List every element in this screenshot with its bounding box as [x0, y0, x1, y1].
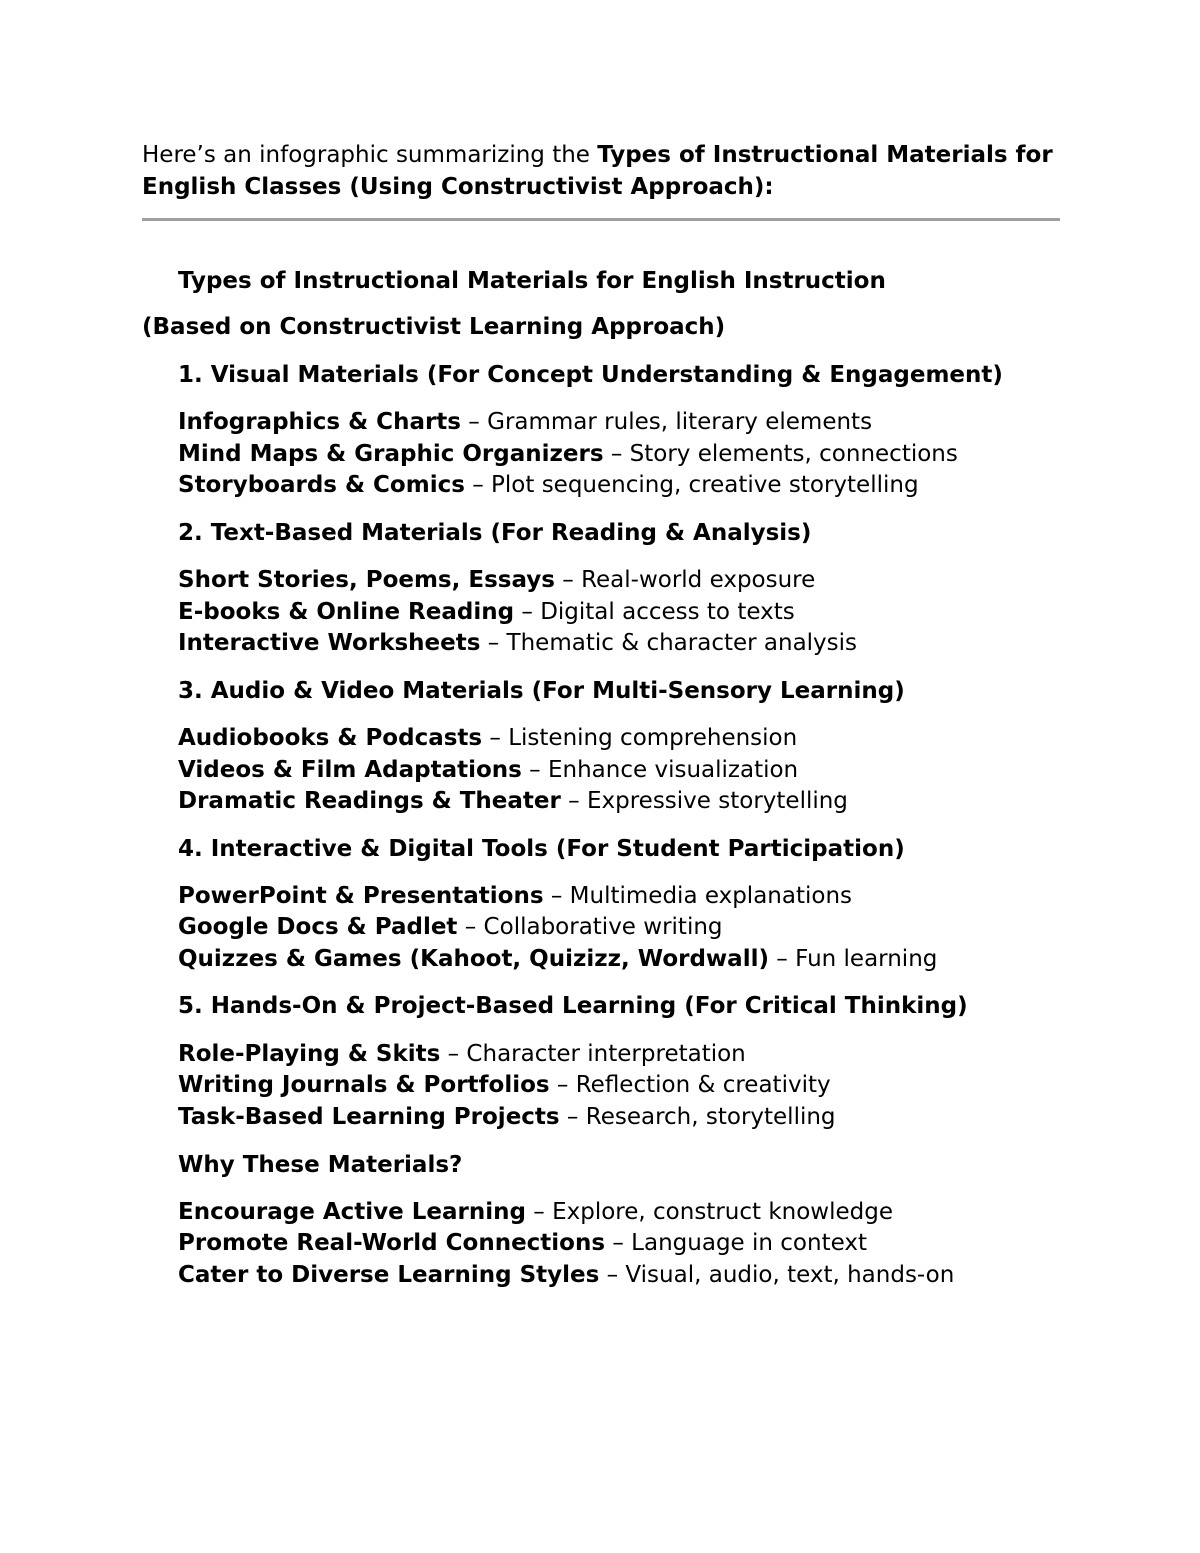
item-term: Promote Real-World Connections [178, 1230, 606, 1256]
list-item [178, 627, 857, 659]
item-term: Encourage Active Learning [178, 1199, 526, 1225]
item-term: Mind Maps & Graphic Organizers [178, 441, 604, 467]
item-term: PowerPoint & Presentations [178, 883, 544, 909]
list-item [178, 1101, 836, 1133]
item-term: Audiobooks & Podcasts [178, 725, 483, 751]
list-item [178, 880, 852, 912]
item-description: – Fun learning [768, 946, 938, 972]
section-heading: 4. Interactive & Digital Tools (For Student Participation) [178, 836, 905, 862]
document-title: Types of Instructional Materials for English Instruction [178, 268, 886, 294]
item-description: – Research, storytelling [559, 1104, 836, 1130]
list-item [178, 785, 848, 817]
item-description: – Real-world exposure [554, 567, 816, 593]
intro-bold-text: Types of Instructional Materials for English Classes (Using Constructivist Approach): [142, 142, 1053, 200]
item-description: – Expressive storytelling [560, 788, 848, 814]
item-description: – Listening comprehension [482, 725, 798, 751]
intro-plain-text: Here’s an infographic summarizing the [142, 142, 598, 168]
list-item [178, 722, 797, 754]
list-item [178, 1038, 746, 1070]
item-description: – Enhance visualization [521, 757, 799, 783]
item-description: – Explore, construct knowledge [525, 1199, 893, 1225]
list-item [178, 596, 795, 628]
item-description: – Plot sequencing, creative storytelling [464, 472, 919, 498]
list-item [178, 469, 919, 501]
item-term: Cater to Diverse Learning Styles [178, 1262, 600, 1288]
list-item [178, 911, 723, 943]
intro-paragraph [142, 139, 1062, 203]
item-description: – Multimedia explanations [543, 883, 853, 909]
list-item [178, 1259, 954, 1291]
list-item [178, 1069, 831, 1101]
list-item [178, 564, 815, 596]
item-description: – Visual, audio, text, hands-on [599, 1262, 955, 1288]
list-item [178, 943, 937, 975]
list-item [178, 1196, 893, 1228]
list-item [178, 1227, 867, 1259]
item-description: – Language in context [605, 1230, 867, 1256]
item-description: – Story elements, connections [603, 441, 958, 467]
item-term: Interactive Worksheets [178, 630, 481, 656]
section-heading: 1. Visual Materials (For Concept Understanding & Engagement) [178, 362, 1003, 388]
list-item [178, 406, 872, 438]
item-term: Infographics & Charts [178, 409, 461, 435]
item-term: E-books & Online Reading [178, 599, 515, 625]
item-term: Short Stories, Poems, Essays [178, 567, 555, 593]
item-term: Role-Playing & Skits [178, 1041, 441, 1067]
item-term: Google Docs & Padlet [178, 914, 458, 940]
item-term: Quizzes & Games (Kahoot, Quizizz, Wordwall) [178, 946, 769, 972]
item-description: – Collaborative writing [457, 914, 723, 940]
item-term: Task-Based Learning Projects [178, 1104, 560, 1130]
item-term: Dramatic Readings & Theater [178, 788, 561, 814]
document-subtitle: (Based on Constructivist Learning Approach) [142, 314, 726, 340]
item-term: Writing Journals & Portfolios [178, 1072, 550, 1098]
section-heading: 3. Audio & Video Materials (For Multi-Sensory Learning) [178, 678, 905, 704]
section-heading: 2. Text-Based Materials (For Reading & Analysis) [178, 520, 812, 546]
section-heading: Why These Materials? [178, 1152, 463, 1178]
item-description: – Digital access to texts [514, 599, 795, 625]
list-item [178, 754, 798, 786]
item-description: – Grammar rules, literary elements [461, 409, 873, 435]
item-description: – Character interpretation [440, 1041, 746, 1067]
item-description: – Thematic & character analysis [480, 630, 858, 656]
list-item [178, 438, 958, 470]
item-term: Videos & Film Adaptations [178, 757, 522, 783]
item-term: Storyboards & Comics [178, 472, 465, 498]
horizontal-divider [142, 218, 1060, 221]
item-description: – Reflection & creativity [549, 1072, 831, 1098]
section-heading: 5. Hands-On & Project-Based Learning (For Critical Thinking) [178, 993, 968, 1019]
